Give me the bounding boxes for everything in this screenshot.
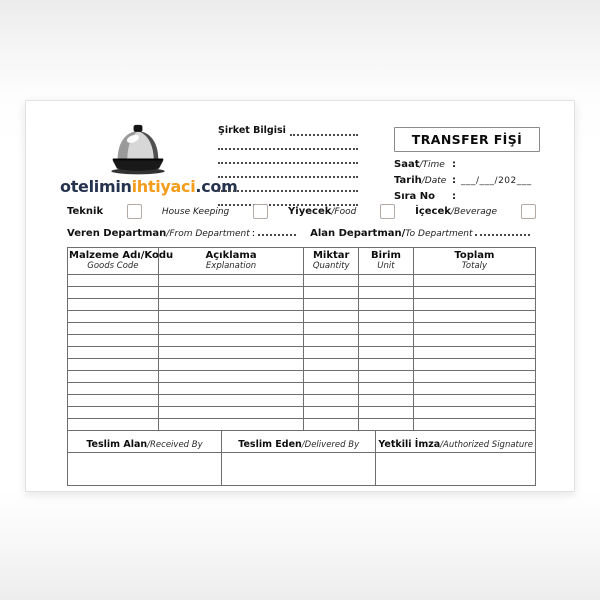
housekeeping-checkbox [253,204,268,219]
item-cell-empty [359,275,414,287]
item-cell-empty [158,347,304,359]
icecek-checkbox [521,204,536,219]
brand-name-secondary: ihtiyaci [131,177,196,196]
items-col-total: Toplam Totaly [413,248,535,275]
time-label-tr: Saat [394,159,420,170]
signature-header-row [68,431,536,453]
company-info-writein-line [218,164,358,178]
delivered-by-label: Teslim Eden/Delivered By [221,431,375,453]
date-label-en: /Date [421,176,447,186]
company-info-label: Şirket Bilgisi [218,125,286,136]
item-cell-empty [304,347,359,359]
from-department-writein-line [258,225,296,236]
item-cell-empty [68,323,159,335]
item-cell-empty [68,311,159,323]
item-row-empty [68,407,536,419]
item-cell-empty [68,371,159,383]
item-cell-empty [413,335,535,347]
item-row-empty [68,323,536,335]
from-department-label-en: /From Department [166,229,250,239]
category-label: İçecek [415,206,451,217]
brand-wordmark [60,177,238,196]
item-row-empty [68,419,536,431]
time-colon: : [452,159,456,170]
document-meta-block [394,127,540,207]
item-row-empty [68,275,536,287]
category-checkbox-row [67,204,536,219]
item-cell-empty [413,287,535,299]
item-cell-empty [304,383,359,395]
time-label-en: /Time [419,160,445,170]
received-by-label: Teslim Alan/Received By [68,431,222,453]
item-cell-empty [304,371,359,383]
items-table [67,247,536,431]
delivered-by-signature-box [221,453,375,486]
department-row [67,225,536,239]
item-cell-empty [359,347,414,359]
company-info-writein-line [290,125,358,136]
to-department-label-en: To Department [405,229,473,239]
item-cell-empty [413,359,535,371]
brand-name-primary: otelimin [60,177,132,196]
item-cell-empty [68,419,159,431]
signature-box-row [68,453,536,486]
item-cell-empty [68,299,159,311]
company-info-writein-line [218,150,358,164]
item-row-empty [68,371,536,383]
category-housekeeping [162,204,268,219]
item-cell-empty [304,311,359,323]
item-cell-empty [413,371,535,383]
teknik-checkbox [127,204,142,219]
item-cell-empty [304,395,359,407]
signature-table [67,430,536,486]
item-cell-empty [413,347,535,359]
document-title: TRANSFER FİŞİ [394,127,540,152]
item-cell-empty [359,311,414,323]
item-cell-empty [359,335,414,347]
item-cell-empty [158,419,304,431]
item-cell-empty [413,275,535,287]
item-cell-empty [158,311,304,323]
item-cell-empty [413,419,535,431]
item-cell-empty [158,383,304,395]
item-cell-empty [304,275,359,287]
item-cell-empty [304,335,359,347]
brand-name-tld: .com [195,177,238,196]
reception-bell-icon [60,123,216,175]
from-department-field: Veren Departman /From Department : [67,225,302,239]
item-cell-empty [304,419,359,431]
received-by-signature-box [68,453,222,486]
items-col-unit: Birim Unit [359,248,414,275]
to-department-field [302,225,536,239]
item-cell-empty [359,383,414,395]
authorized-signature-box [376,453,536,486]
date-label-tr: Tarih [394,175,422,186]
item-cell-empty [413,383,535,395]
items-table-body [68,275,536,431]
item-cell-empty [68,395,159,407]
item-row-empty [68,395,536,407]
authorized-signature-label: Yetkili İmza/Authorized Signature [376,431,536,453]
category-label: Yiyecek [288,206,332,217]
item-cell-empty [304,407,359,419]
item-row-empty [68,311,536,323]
time-field [394,159,540,175]
item-cell-empty [68,287,159,299]
item-cell-empty [413,323,535,335]
item-cell-empty [359,407,414,419]
category-yiyecek: Yiyecek /Food [288,204,395,219]
item-cell-empty [304,299,359,311]
item-cell-empty [158,359,304,371]
item-cell-empty [68,347,159,359]
item-cell-empty [158,407,304,419]
item-cell-empty [304,359,359,371]
to-department-writein-line [475,225,530,236]
item-cell-empty [158,371,304,383]
items-col-goods-code: Malzeme Adı/Kodu Goods Code [68,248,159,275]
item-cell-empty [158,395,304,407]
item-cell-empty [304,287,359,299]
item-cell-empty [413,407,535,419]
category-teknik [67,204,142,219]
item-cell-empty [359,287,414,299]
company-info-writein-line [218,178,358,192]
item-cell-empty [413,299,535,311]
item-cell-empty [413,311,535,323]
item-cell-empty [158,299,304,311]
brand-logo [60,123,238,196]
item-cell-empty [359,395,414,407]
items-col-explanation: Açıklama Explanation [158,248,304,275]
item-cell-empty [68,407,159,419]
item-cell-empty [359,371,414,383]
item-cell-empty [359,323,414,335]
item-cell-empty [158,275,304,287]
item-row-empty [68,359,536,371]
category-icecek: İçecek /Beverage [415,204,536,219]
item-cell-empty [158,323,304,335]
item-cell-empty [158,287,304,299]
item-cell-empty [68,335,159,347]
item-row-empty [68,287,536,299]
serial-label-tr: Sıra No [394,191,436,202]
from-department-label-tr: Veren Departman [67,228,167,239]
item-row-empty [68,347,536,359]
date-value: ___/___/202___ [461,176,532,186]
item-cell-empty [68,275,159,287]
category-label: Teknik [67,206,104,217]
item-row-empty [68,383,536,395]
company-info-block [218,125,358,206]
date-field [394,175,540,191]
transfer-receipt-sheet [25,100,575,492]
serial-colon: : [452,191,456,202]
item-cell-empty [304,323,359,335]
item-cell-empty [359,359,414,371]
item-cell-empty [359,419,414,431]
category-label: House Keeping [161,206,230,217]
item-cell-empty [359,299,414,311]
yiyecek-checkbox [380,204,395,219]
item-cell-empty [68,359,159,371]
company-info-writein-line [218,136,358,150]
items-table-header-row [68,248,536,275]
item-cell-empty [413,395,535,407]
items-col-quantity: Miktar Quantity [304,248,359,275]
to-department-label-tr: Alan Departman/ [310,228,406,239]
item-cell-empty [158,335,304,347]
item-row-empty [68,299,536,311]
item-row-empty [68,335,536,347]
date-colon: : [452,175,456,186]
item-cell-empty [68,383,159,395]
